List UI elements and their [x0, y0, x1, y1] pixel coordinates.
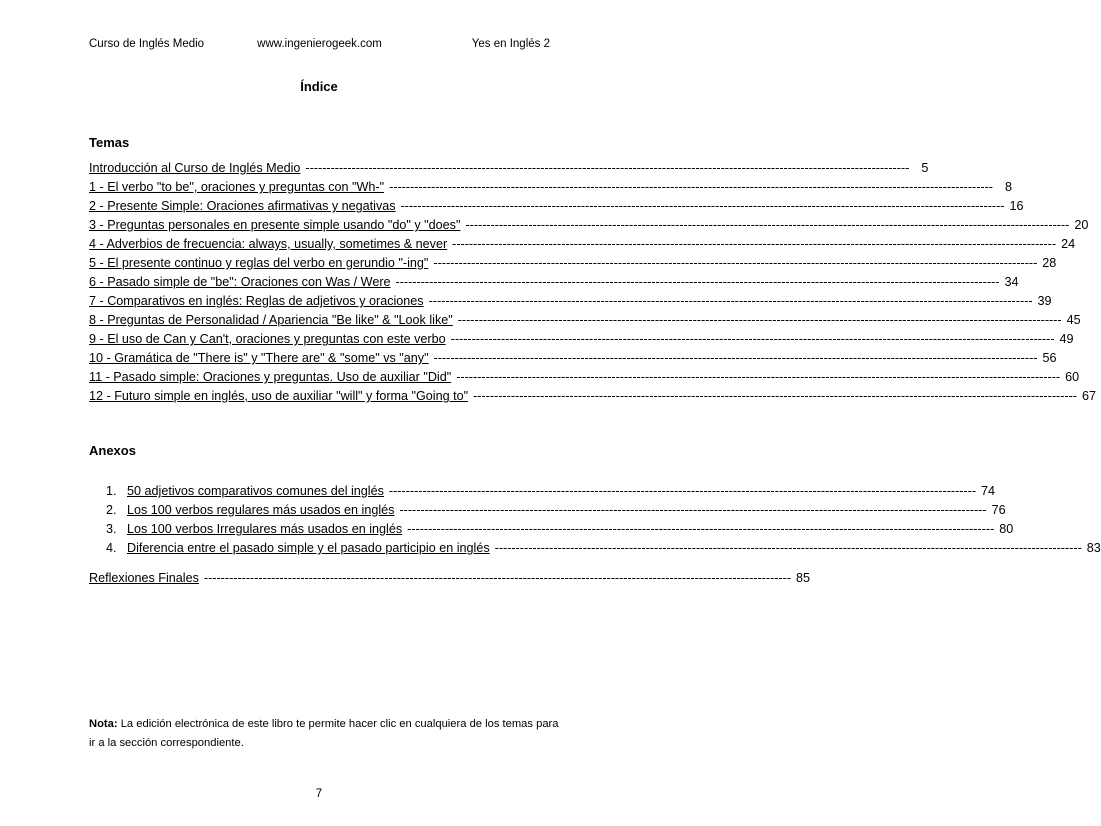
note-text: La edición electrónica de este libro te permite hacer clic en cualquiera de los temas para ir a la sección correspondiente. [89, 718, 559, 749]
dot-leader [452, 235, 1056, 254]
dot-leader [473, 387, 1077, 406]
toc-link[interactable]: 6 - Pasado simple de "be": Oraciones con Was / Were [89, 275, 391, 289]
header-course-title: Curso de Inglés Medio [89, 38, 205, 50]
page-title: Índice [300, 79, 338, 94]
dot-leader: -------------------------------------------------------------------------------------------------------------------------------------------- [407, 522, 995, 536]
toc-link[interactable]: 9 - El uso de Can y Can't, oraciones y preguntas con este verbo [89, 332, 446, 346]
header-book-title: Yes en Inglés 2 [471, 38, 550, 50]
page-ref: 85 [796, 571, 811, 585]
toc-entry [89, 159, 929, 178]
page-ref: 28 [1042, 256, 1057, 270]
page-ref: 76 [991, 503, 1006, 517]
dot-leader: -------------------------------------------------------------------------------------------------------------------------------------------- [494, 541, 1082, 555]
toc-link[interactable]: 12 - Futuro simple en inglés, uso de auxiliar "will" y forma "Going to" [89, 389, 469, 403]
annex-entry [106, 501, 1006, 520]
dot-leader [389, 178, 993, 197]
dot-leader [305, 159, 909, 178]
annex-number: 1. [106, 484, 117, 498]
toc-entry [89, 368, 1080, 387]
annex-entry [106, 520, 1014, 539]
dot-leader: -------------------------------------------------------------------------------------------------------------------------------------------- [388, 484, 977, 498]
header-website: www.ingenierogeek.com [257, 38, 382, 50]
annex-number: 2. [106, 503, 117, 517]
reflexiones-entry [89, 569, 811, 588]
toc-link[interactable]: 7 - Comparativos en inglés: Reglas de adjetivos y oraciones [89, 294, 424, 308]
page-ref: 80 [999, 522, 1014, 536]
toc-entry [89, 273, 1019, 292]
temas-list [89, 159, 1096, 406]
page-ref: 74 [981, 484, 996, 498]
annex-number: 3. [106, 522, 117, 536]
toc-entry [89, 216, 1089, 235]
note-label: Nota: [89, 718, 118, 730]
toc-entry [89, 235, 1076, 254]
annex-entry [106, 539, 1101, 558]
toc-link[interactable]: 2 - Presente Simple: Oraciones afirmativas y negativas [89, 199, 396, 213]
dot-leader [434, 349, 1038, 368]
toc-entry [89, 292, 1052, 311]
page-ref: 45 [1066, 313, 1081, 327]
page-ref: 56 [1042, 351, 1057, 365]
page-ref: 60 [1065, 370, 1080, 384]
toc-entry [89, 178, 1013, 197]
page-ref: 24 [1061, 237, 1076, 251]
annex-link[interactable]: Los 100 verbos regulares más usados en inglés [127, 503, 395, 517]
page-number: 7 [315, 788, 323, 800]
temas-heading: Temas [89, 135, 130, 150]
page-ref: 83 [1086, 541, 1101, 555]
page-ref: 5 [921, 161, 929, 175]
page-header [89, 38, 550, 54]
dot-leader [451, 330, 1055, 349]
toc-link[interactable]: 11 - Pasado simple: Oraciones y preguntas. Uso de auxiliar "Did" [89, 370, 452, 384]
dot-leader: -------------------------------------------------------------------------------------------------------------------------------------------- [203, 571, 792, 585]
toc-link[interactable]: Introducción al Curso de Inglés Medio [89, 161, 301, 175]
dot-leader [429, 292, 1033, 311]
page-ref: 34 [1004, 275, 1019, 289]
dot-leader: -------------------------------------------------------------------------------------------------------------------------------------------- [399, 503, 987, 517]
reflexiones-link[interactable]: Reflexiones Finales [89, 571, 199, 585]
note [89, 715, 559, 753]
dot-leader [396, 273, 1000, 292]
toc-entry [89, 311, 1081, 330]
anexos-heading: Anexos [89, 443, 136, 458]
toc-link[interactable]: 1 - El verbo "to be", oraciones y preguntas con "Wh-" [89, 180, 385, 194]
toc-entry [89, 254, 1057, 273]
toc-link[interactable]: 4 - Adverbios de frecuencia: always, usually, sometimes & never [89, 237, 448, 251]
toc-link[interactable]: 3 - Preguntas personales en presente simple usando "do" y "does" [89, 218, 461, 232]
dot-leader [401, 197, 1005, 216]
dot-leader [458, 311, 1062, 330]
annex-number: 4. [106, 541, 117, 555]
annex-link[interactable]: Los 100 verbos Irregulares más usados en inglés [127, 522, 403, 536]
page-ref: 16 [1009, 199, 1024, 213]
page-ref: 39 [1037, 294, 1052, 308]
toc-link[interactable]: 8 - Preguntas de Personalidad / Apariencia "Be like" & "Look like" [89, 313, 453, 327]
dot-leader [433, 254, 1037, 273]
toc-entry [89, 349, 1057, 368]
annex-entry [106, 482, 996, 501]
toc-entry [89, 330, 1074, 349]
toc-link[interactable]: 5 - El presente continuo y reglas del verbo en gerundio "-ing" [89, 256, 429, 270]
dot-leader [465, 216, 1069, 235]
page-ref: 20 [1074, 218, 1089, 232]
page-ref: 49 [1059, 332, 1074, 346]
dot-leader [456, 368, 1060, 387]
toc-entry [89, 387, 1096, 406]
page-ref: 67 [1081, 389, 1096, 403]
annex-link[interactable]: Diferencia entre el pasado simple y el pasado participio en inglés [127, 541, 490, 555]
toc-entry [89, 197, 1024, 216]
toc-link[interactable]: 10 - Gramática de "There is" y "There are" & "some" vs "any" [89, 351, 429, 365]
anexos-list [106, 482, 1101, 558]
page-ref: 8 [1005, 180, 1013, 194]
annex-link[interactable]: 50 adjetivos comparativos comunes del inglés [127, 484, 384, 498]
